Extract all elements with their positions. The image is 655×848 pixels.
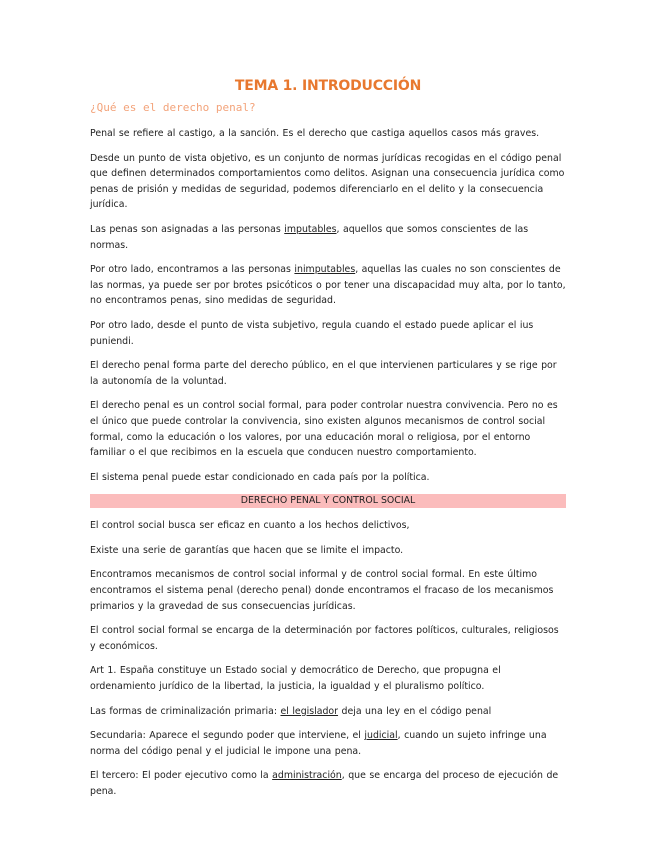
paragraph-7: El derecho penal es un control social formal, para poder controlar nuestra convivencia. Pero no es el único que puede controlar la convivencia, sino existen algunos mecanismos de control social formal, como la educación o los valores, por una educación moral o religiosa, por el entorno familiar o el que recibimos en la escuela que conducen nuestro comportamiento. [90, 400, 558, 459]
paragraph-2: Desde un punto de vista objetivo, es un conjunto de normas jurídicas recogidas en el código penal que definen determinados comportamientos como delitos. Asignan una consecuencia jurídica como penas de prisión y medidas de seguridad, podemos diferenciarlo en el delito y la consecuencia jurídica. [90, 152, 565, 211]
term-judicial: judicial [364, 730, 398, 742]
document-title: TEMA 1. INTRODUCCIÓN [234, 78, 422, 94]
paragraph-13: Art 1. España constituye un Estado social y democrático de Derecho, que propugna el ordenamiento jurídico de la libertad, la justicia, la igualdad y el pluralismo político. [90, 665, 501, 693]
term-inimputables: inimputables [294, 264, 356, 276]
paragraph-5: Por otro lado, desde el punto de vista subjetivo, regula cuando el estado puede aplicar el ius puniendi. [90, 319, 534, 347]
paragraph-4-text-end: , aquellas las cuales no son conscientes de las normas, ya puede ser por brotes psicóticos o por tener una discapacidad muy alta, por lo tanto, no encontramos penas, sino medidas de seguridad. [90, 264, 566, 307]
term-administracion: administración [272, 770, 342, 782]
paragraph-14 [90, 704, 566, 720]
question-heading: ¿Qué es el derecho penal? [90, 101, 256, 114]
paragraph-3-text-start: Las penas son asignadas a las personas [90, 223, 285, 235]
paragraph-4 [90, 262, 566, 309]
paragraph-11: Encontramos mecanismos de control social informal y de control social formal. En este último encontramos el sistema penal (derecho penal) donde encontramos el fracaso de los mecanismos primarios y la gravedad de sus consecuencias jurídicas. [90, 569, 554, 612]
paragraph-15-text-start: Secundaria: Aparece el segundo poder que interviene, el [90, 730, 365, 742]
paragraph-9: El control social busca ser eficaz en cuanto a los hechos delictivos, [90, 520, 410, 532]
term-imputables: imputables [284, 223, 337, 235]
paragraph-4-text-start: Por otro lado, encontramos a las personas [90, 264, 295, 276]
section-heading-banner: DERECHO PENAL Y CONTROL SOCIAL [90, 494, 566, 508]
document-body [90, 76, 566, 809]
paragraph-12: El control social formal se encarga de la determinación por factores políticos, culturales, religiosos y económicos. [90, 625, 559, 652]
paragraph-1: Penal se refiere al castigo, a la sanción. Es el derecho que castiga aquellos casos más graves. [90, 128, 540, 139]
paragraph-16-text-end: , que se encarga del proceso de ejecución de pena. [90, 770, 559, 797]
paragraph-6: El derecho penal forma parte del derecho público, en el que intervienen particulares y se rige por la autonomía de la voluntad. [90, 360, 557, 387]
paragraph-15-text-end: , cuando un sujeto infringe una norma del código penal y el judicial le impone una pena. [90, 730, 547, 757]
paragraph-15 [90, 728, 566, 759]
paragraph-10: Existe una serie de garantías que hacen que se limite el impacto. [90, 544, 404, 556]
paragraph-14-text-start: Las formas de criminalización primaria: [90, 705, 281, 717]
term-el-legislador: el legislador [280, 705, 339, 717]
paragraph-16 [90, 768, 566, 799]
paragraph-3 [90, 222, 566, 253]
paragraph-3-text-end: , aquellos que somos conscientes de las normas. [90, 223, 529, 251]
paragraph-14-text-end: deja una ley en el código penal [338, 705, 492, 717]
paragraph-8: El sistema penal puede estar condicionado en cada país por la política. [90, 471, 430, 483]
paragraph-16-text-start: El tercero: El poder ejecutivo como la [90, 770, 273, 782]
